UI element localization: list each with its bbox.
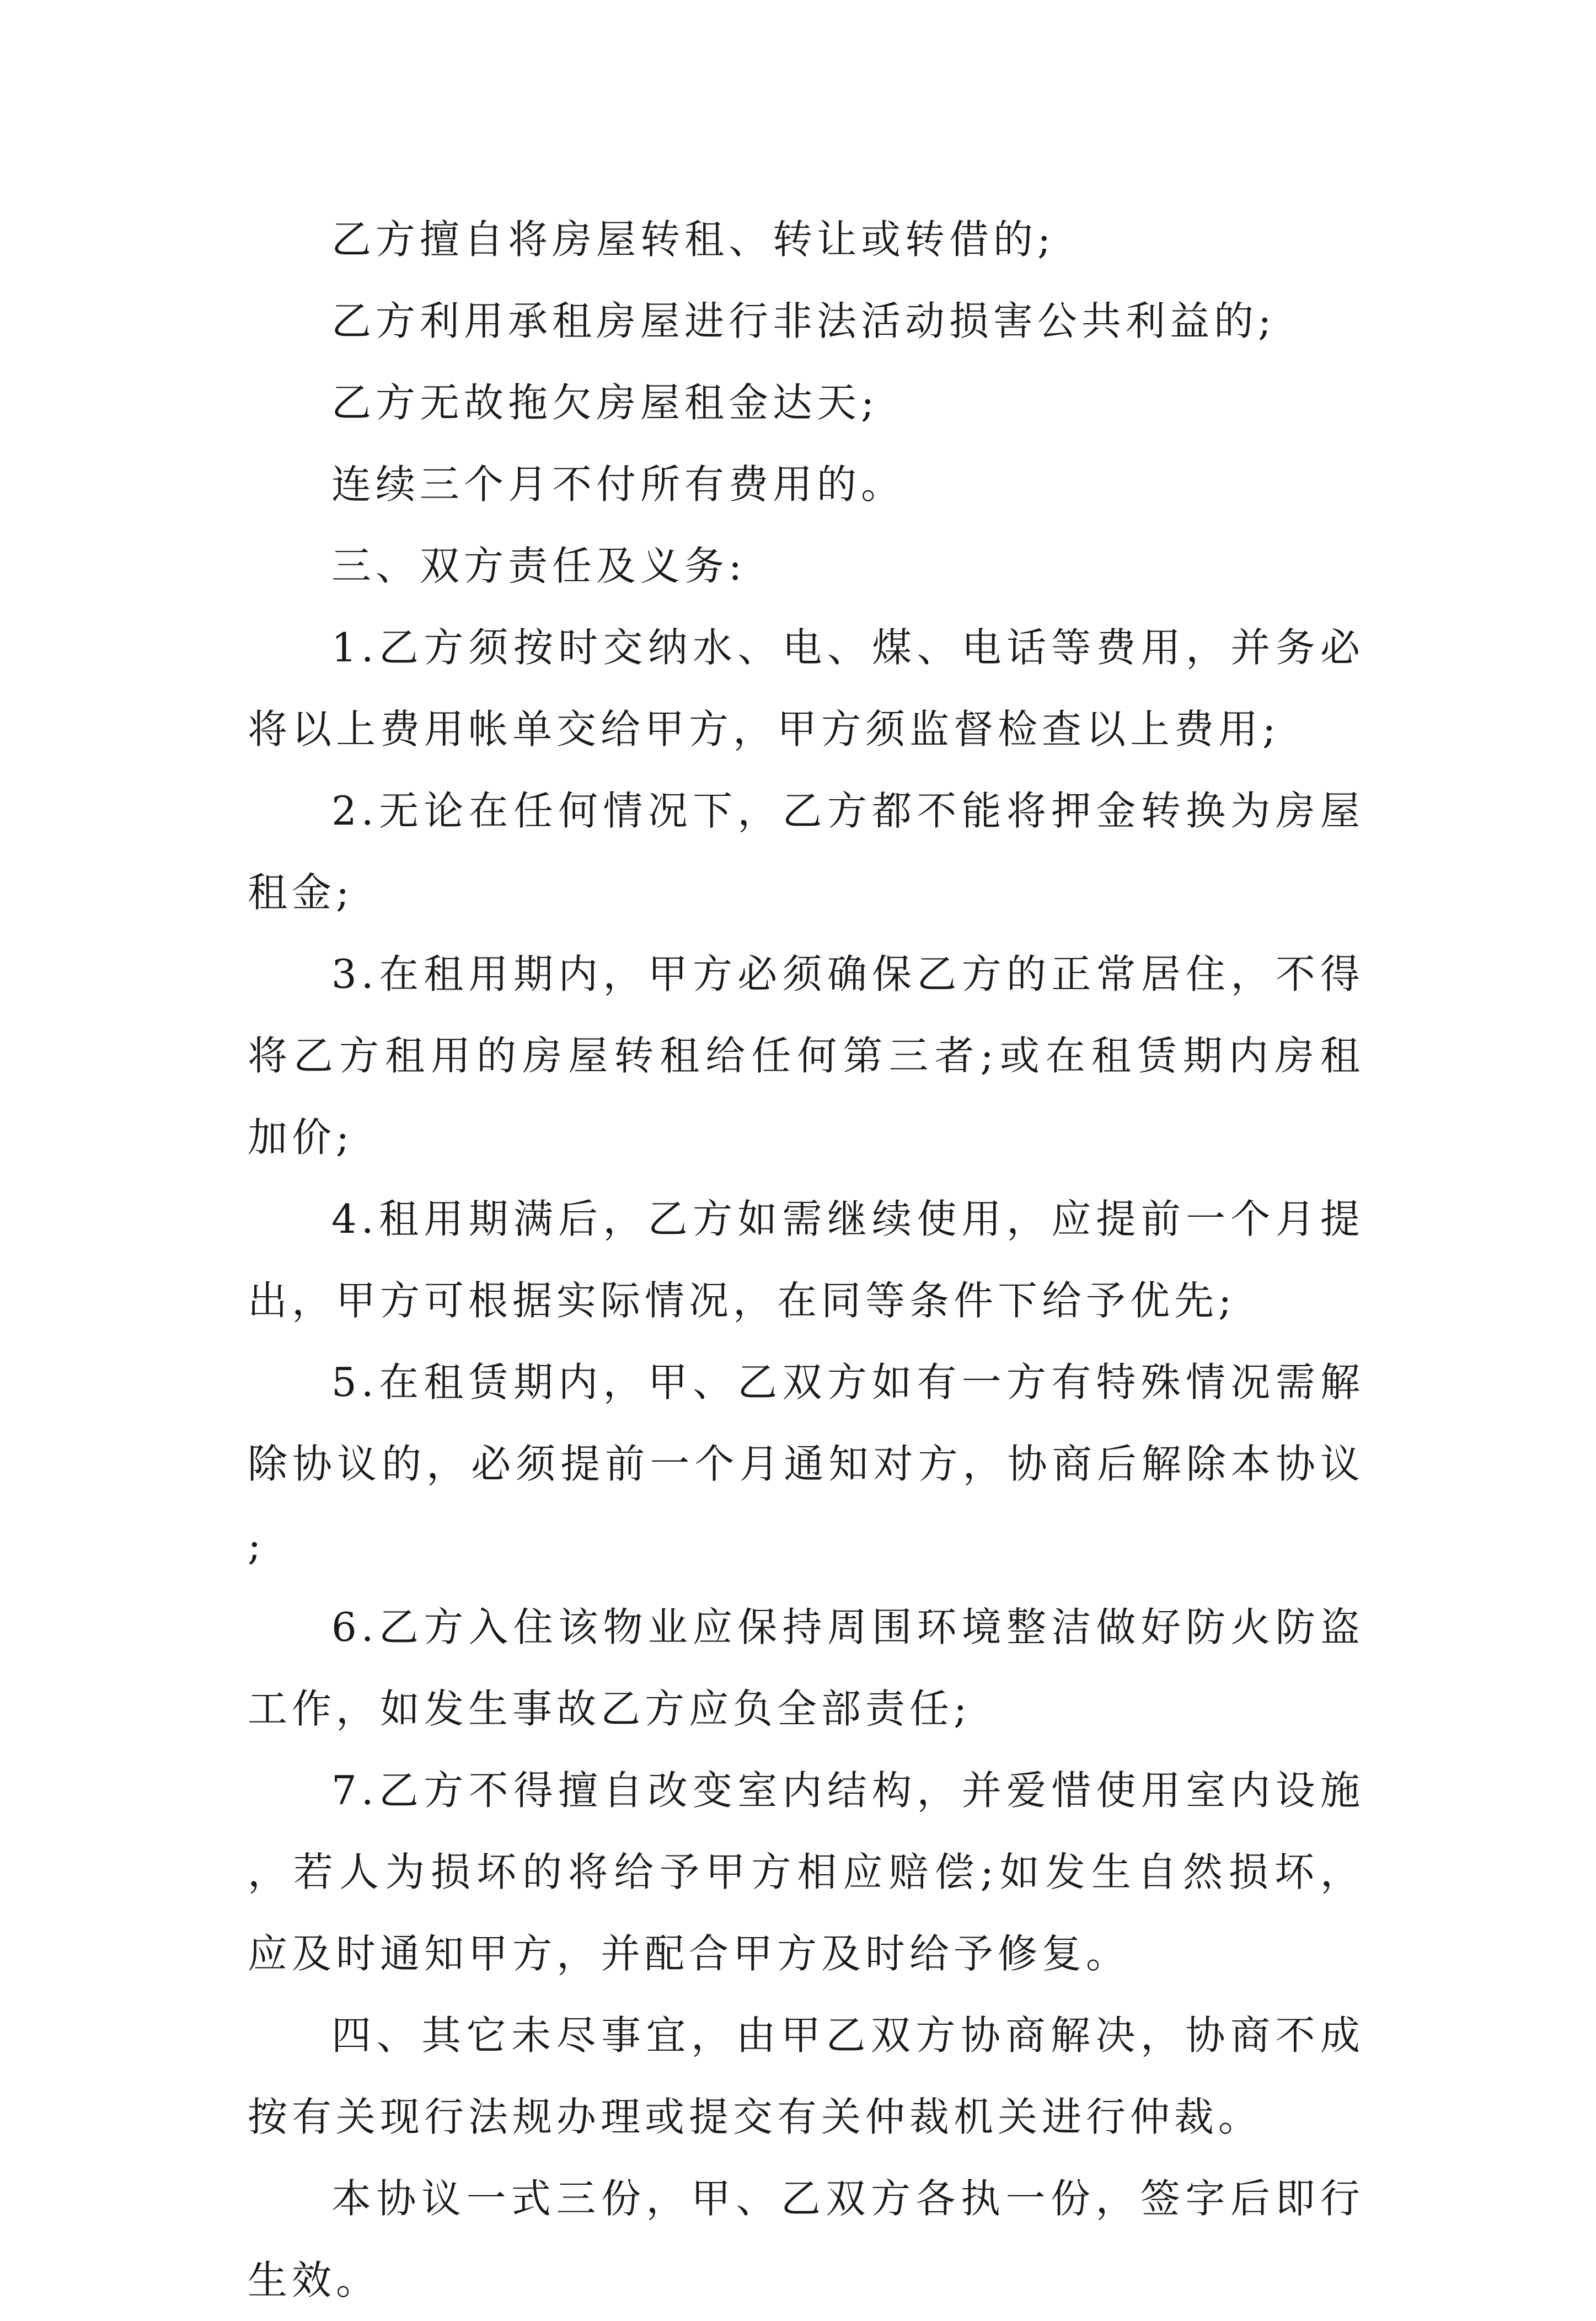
section-heading-responsibilities: 三、双方责任及义务:	[331, 543, 747, 589]
paragraph-rent-arrears-clause: 乙方无故拖欠房屋租金达天;	[331, 379, 879, 426]
paragraph-unpaid-fees-clause: 连续三个月不付所有费用的。	[331, 461, 906, 507]
paragraph-item-2: 2.无论在任何情况下，乙方都不能将押金转换为房屋租金;	[248, 788, 1364, 916]
paragraph-closing: 本协议一式三份，甲、乙双方各执一份，签字后即行生效。	[248, 2175, 1364, 2303]
paragraph-section-four: 四、其它未尽事宜，由甲乙双方协商解决，协商不成按有关现行法规办理或提交有关仲裁机关进行仲裁。	[248, 2012, 1364, 2140]
paragraph-sublet-clause: 乙方擅自将房屋转租、转让或转借的;	[331, 216, 1056, 263]
paragraph-item-6: 6.乙方入住该物业应保持周围环境整洁做好防火防盗工作，如发生事故乙方应负全部责任;	[248, 1604, 1364, 1732]
paragraph-item-1: 1.乙方须按时交纳水、电、煤、电话等费用，并务必将以上费用帐单交给甲方，甲方须监督检查以上费用;	[248, 624, 1364, 752]
paragraph-item-4: 4.租用期满后，乙方如需继续使用，应提前一个月提出，甲方可根据实际情况，在同等条件下给予优先;	[248, 1196, 1364, 1324]
paragraph-item-5: 5.在租赁期内，甲、乙双方如有一方有特殊情况需解除协议的，必须提前一个月通知对方，协商后解除本协议;	[248, 1359, 1364, 1569]
paragraph-illegal-use-clause: 乙方利用承租房屋进行非法活动损害公共利益的;	[331, 298, 1276, 344]
document-body	[248, 199, 1364, 2321]
paragraph-item-7: 7.乙方不得擅自改变室内结构，并爱惜使用室内设施，若人为损坏的将给予甲方相应赔偿;如发生自然损坏，应及时通知甲方，并配合甲方及时给予修复。	[248, 1767, 1364, 1977]
paragraph-item-3: 3.在租用期内，甲方必须确保乙方的正常居住，不得将乙方租用的房屋转租给任何第三者;或在租赁期内房租加价;	[248, 951, 1364, 1160]
